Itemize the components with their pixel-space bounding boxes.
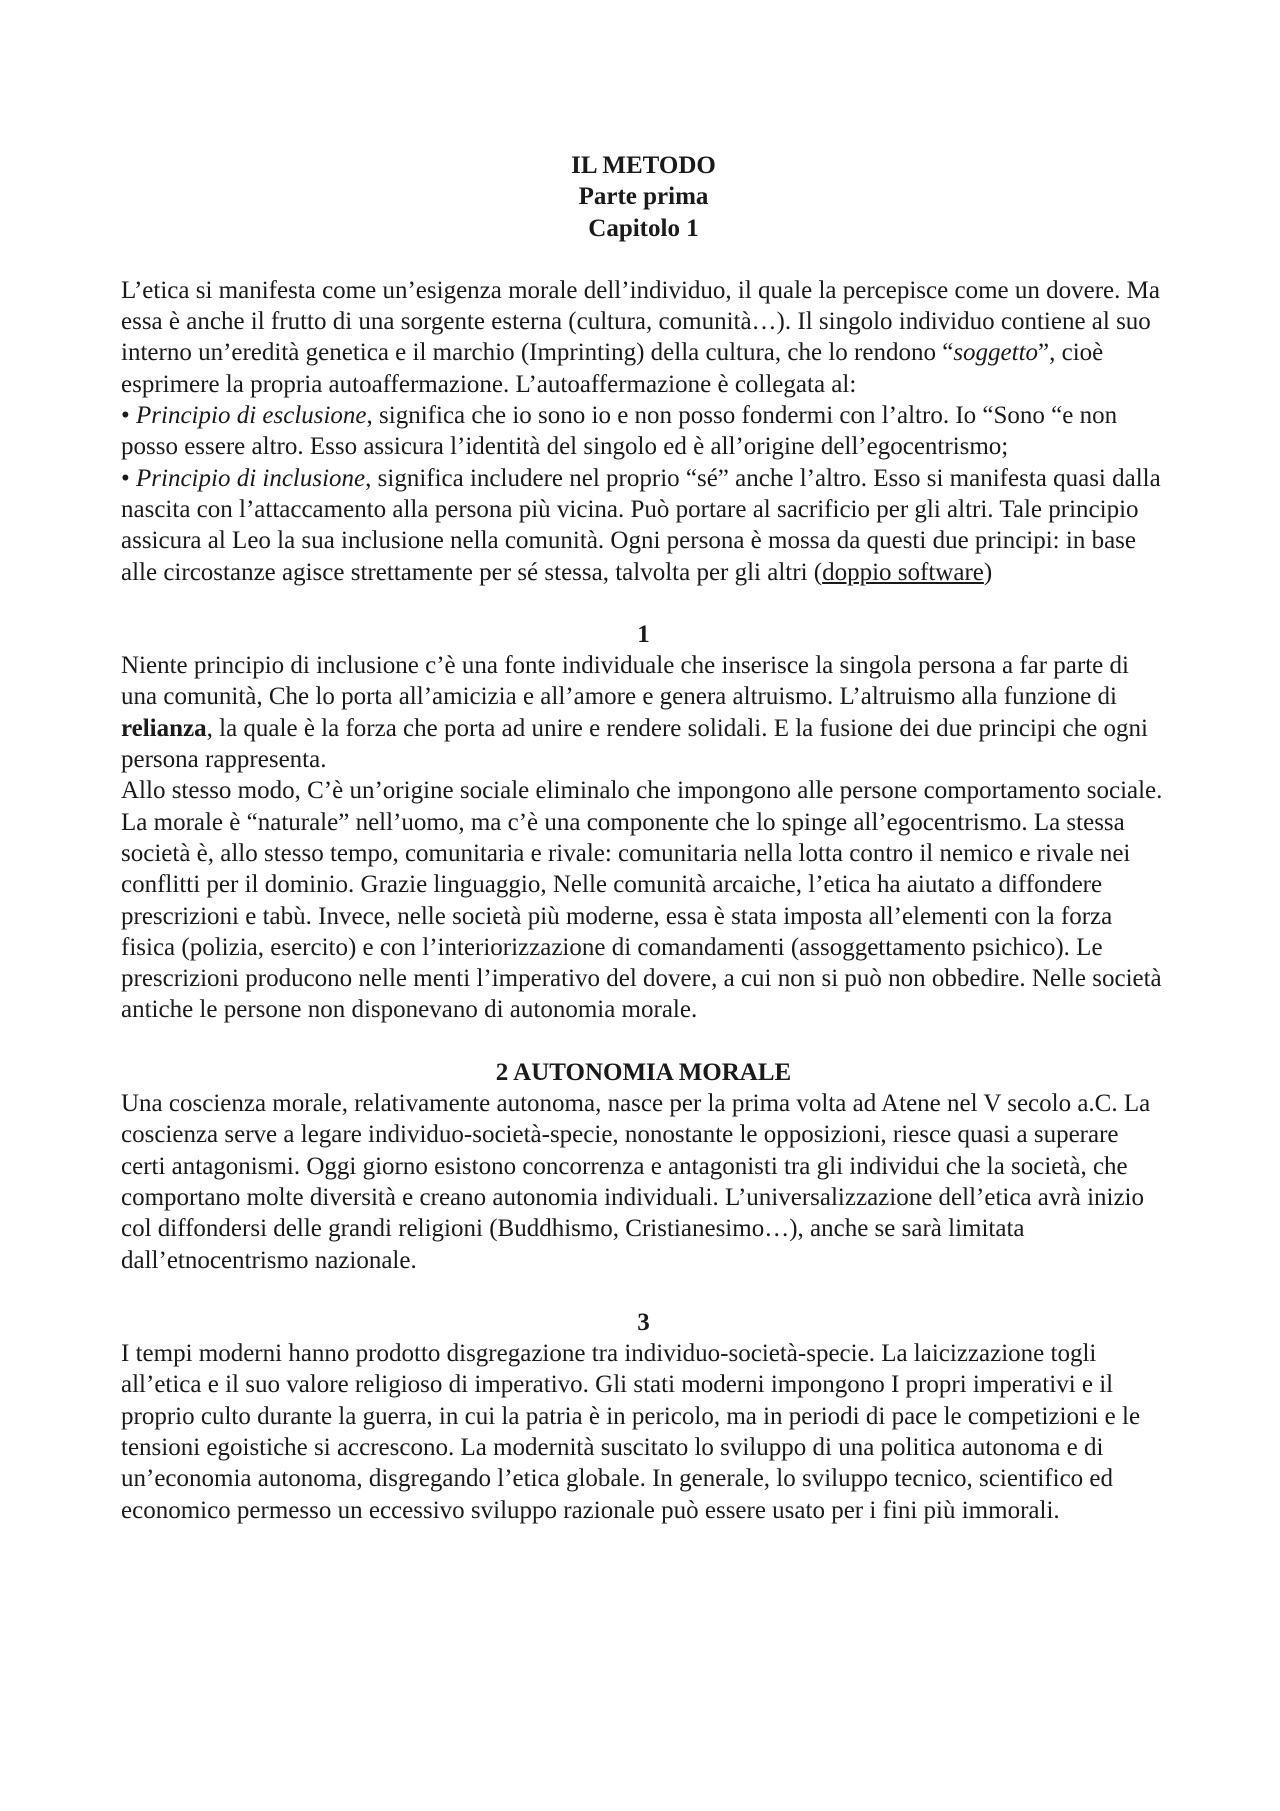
document-page xyxy=(121,150,1166,1526)
bullet-mark: • xyxy=(121,464,137,492)
bullet-exclusion xyxy=(121,400,1166,463)
title-main: IL METODO xyxy=(571,152,716,179)
intro-text-end: ”, cioè esprimere la propria autoaffermazione. L’autoaffermazione è collegata al: xyxy=(121,339,1104,398)
section-1-paragraph-1 xyxy=(121,650,1166,775)
intro-paragraph xyxy=(121,275,1166,400)
bullet-inclusion-text: , significa includere nel proprio “sé” anche l’altro. Esso si manifesta quasi dalla nascita con l’attaccamento alla persona più vicina. Può portare al sacrificio per gli altri. Tale principio assicura al Leo la sua inclusione nella comunità. Ogni persona è mossa da questi due principi: in base alle circostanze agisce strettamente per sé stessa, talvolta per gli altri ( xyxy=(121,464,1161,586)
section-3-paragraph: I tempi moderni hanno prodotto disgregazione tra individuo-società-specie. La laicizzazione togli all’etica e il suo valore religioso di imperativo. Gli stati moderni impongono I propri imperativi e il proprio culto durante la guerra, in cui la patria è in pericolo, ma in periodi di pace le competizioni e le tensioni egoistiche si accrescono. La modernità suscitato lo sviluppo di una politica autonoma e di un’economia autonoma, disgregando l’etica globale. In generale, lo sviluppo tecnico, scientifico ed economico permesso un eccessivo sviluppo razionale può essere usato per i fini più immorali. xyxy=(121,1340,1141,1524)
bullet-exclusion-term: Principio di esclusione xyxy=(136,402,367,430)
section-1-text-end: , la quale è la forza che porta ad unire e rendere solidali. E la fusione dei due principi che ogni persona rappresenta. xyxy=(121,714,1148,774)
title-chapter: Capitolo 1 xyxy=(588,214,699,242)
section-1-heading: 1 xyxy=(637,620,650,648)
intro-italic-soggetto: soggetto xyxy=(953,339,1039,367)
intro-text: L’etica si manifesta come un’esigenza morale dell’individuo, il quale la percepisce come un dovere. Ma essa è anche il frutto di una sorgente esterna (cultura, comunità…). Il singolo individuo contiene al suo interno un’eredità genetica e il marchio (Imprinting) della cultura, che lo rendono “ xyxy=(121,276,1160,367)
bullet-mark: • xyxy=(121,402,137,430)
relianza-bold: relianza xyxy=(121,714,207,742)
bullet-inclusion-end: ) xyxy=(983,558,993,586)
bullet-exclusion-text: , significa che io sono io e non posso fondermi con l’altro. Io “Sono “e non posso essere altro. Esso assicura l’identità del singolo ed è all’origine dell’egocentrismo; xyxy=(121,402,1118,461)
document-title xyxy=(121,150,1166,244)
title-part: Parte prima xyxy=(578,183,709,211)
section-3-heading: 3 xyxy=(637,1308,650,1336)
section-2-paragraph: Una coscienza morale, relativamente autonoma, nasce per la prima volta ad Atene nel V secolo a.C. La coscienza serve a legare individuo-società-specie, nonostante le opposizioni, riesce quasi a superare certi antagonismi. Oggi giorno esistono concorrenza e antagonisti tra gli individui che la società, che comportano molte diversità e creano autonomia individuali. L’universalizzazione dell’etica avrà inizio col diffondersi delle grandi religioni (Buddhismo, Cristianesimo…), anche se sarà limitata dall’etnocentrismo nazionale. xyxy=(121,1090,1151,1274)
bullet-inclusion-term: Principio di inclusione xyxy=(136,464,366,492)
section-1-paragraph-2: Allo stesso modo, C’è un’origine sociale eliminalo che impongono alle persone comportamento sociale. La morale è “naturale” nell’uomo, ma c’è una componente che lo spinge all’egocentrismo. La stessa società è, allo stesso tempo, comunitaria e rivale: comunitaria nella lotta contro il nemico e rivale nei conflitti per il dominio. Grazie linguaggio, Nelle comunità arcaiche, l’etica ha aiutato a diffondere prescrizioni e tabù. Invece, nelle società più moderne, essa è stata imposta all’elementi con la forza fisica (polizia, esercito) e con l’interiorizzazione di comandamenti (assoggettamento psichico). Le prescrizioni producono nelle menti l’imperativo del dovere, a cui non si può non obbedire. Nelle società antiche le persone non disponevano di autonomia morale. xyxy=(121,777,1163,1024)
doppio-software-underlined: doppio software xyxy=(822,558,984,586)
bullet-inclusion xyxy=(121,463,1166,588)
section-1-text: Niente principio di inclusione c’è una fonte individuale che inserisce la singola persona a far parte di una comunità, Che lo porta all’amicizia e all’amore e genera altruismo. L’altruismo alla funzione di xyxy=(121,652,1129,711)
section-2-heading: 2 AUTONOMIA MORALE xyxy=(495,1058,792,1086)
